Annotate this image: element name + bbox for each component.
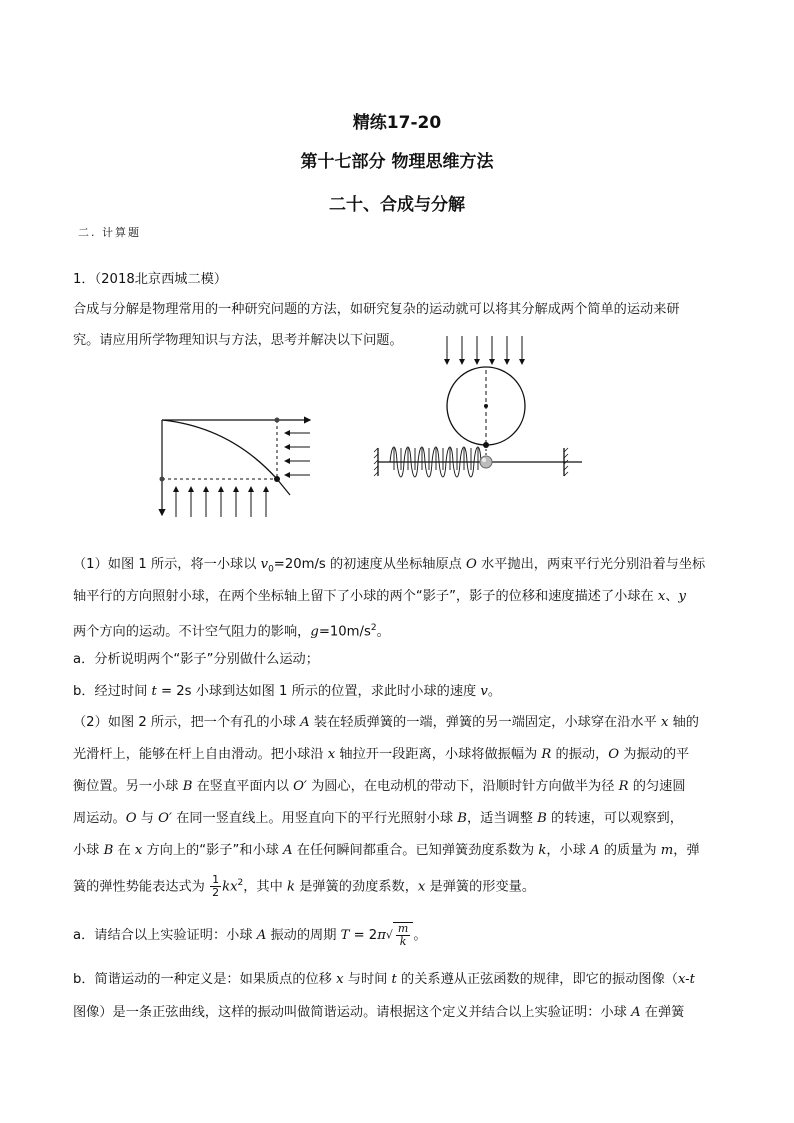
section-label: 二. 计算题 <box>78 226 141 239</box>
part2-line-2: 光滑杆上，能够在杆上自由滑动。把小球沿 x 轴拉开一段距离，小球将做振幅为 R 的振动，O 为振动的平 <box>73 747 690 762</box>
intro-line-1: 合成与分解是物理常用的一种研究问题的方法，如研究复杂的运动就可以将其分解成两个简单的运动来研 <box>73 302 680 317</box>
part1-question-b: b．经过时间 t = 2s 小球到达如图 1 所示的位置，求此时小球的速度 v。 <box>73 684 502 699</box>
part2-line-1: （2）如图 2 所示，把一个有孔的小球 A 装在轻质弹簧的一端，弹簧的另一端固定，小球穿在沿水平 x 轴的 <box>73 715 699 730</box>
intro-line-2: 究。请应用所学物理知识与方法，思考并解决以下问题。 <box>73 333 403 348</box>
figure-1-projectile <box>150 405 320 520</box>
part2-line-4: 周运动。O 与 O′ 在同一竖直线上。用竖直向下的平行光照射小球 B，适当调整 B 的转速，可以观察到， <box>73 811 683 826</box>
part1-line-3: 两个方向的运动。不计空气阻力的影响，$g=10m/s^2$。 <box>73 623 390 640</box>
part1-line-2: 轴平行的方向照射小球，在两个坐标轴上留下了小球的两个“影子”，影子的位移和速度描述了小球在 x、y <box>73 589 686 604</box>
figure-2-oscillator <box>370 330 590 478</box>
part2-question-b-line-1: b．简谐运动的一种定义是：如果质点的位移 x 与时间 t 的关系遵从正弦函数的规律，即它的振动图像（x-t <box>73 972 695 987</box>
problem-source: 1．（2018北京西城二模） <box>73 272 228 287</box>
part2-line-3: 衡位置。另一小球 B 在竖直平面内以 O′ 为圆心，在电动机的带动下，沿顺时针方向做半为径 R 的匀速圆 <box>73 779 686 794</box>
part1-line-1: （1）如图 1 所示，将一小球以 $v_0=20m/s$ 的初速度从坐标轴原点 O 水平抛出，两束平行光分别沿着与坐标 <box>73 557 706 575</box>
part2-line-5: 小球 B 在 x 方向上的“影子”和小球 A 在任何瞬间都重合。已知弹簧劲度系数为 k，小球 A 的质量为 m，弹 <box>73 843 700 858</box>
chapter-title: 二十、合成与分解 <box>329 195 465 215</box>
part2-question-a: a．请结合以上实验证明：小球 A 振动的周期 T = 2π√ $\frac{m}{k}$ 。 <box>73 922 427 948</box>
sqrt-m-over-k: √ $\frac{m}{k}$ <box>386 922 413 948</box>
fraction-one-half: $\frac{1}{2}$ <box>212 872 220 899</box>
exercise-code: 精练17-20 <box>352 113 442 133</box>
part1-question-a: a．分析说明两个“影子”分别做什么运动； <box>73 652 319 667</box>
part2-question-b-line-2: 图像）是一条正弦曲线，这样的振动叫做简谐运动。请根据这个定义并结合以上实验证明：小球 A 在弹簧 <box>73 1005 685 1020</box>
part-title: 第十七部分 物理思维方法 <box>300 152 494 172</box>
part2-line-6: 簧的弹性势能表达式为 $\frac{1}{2}$ $kx^2$，其中 k 是弹簧的劲度系数，x 是弹簧的形变量。 <box>73 872 536 899</box>
